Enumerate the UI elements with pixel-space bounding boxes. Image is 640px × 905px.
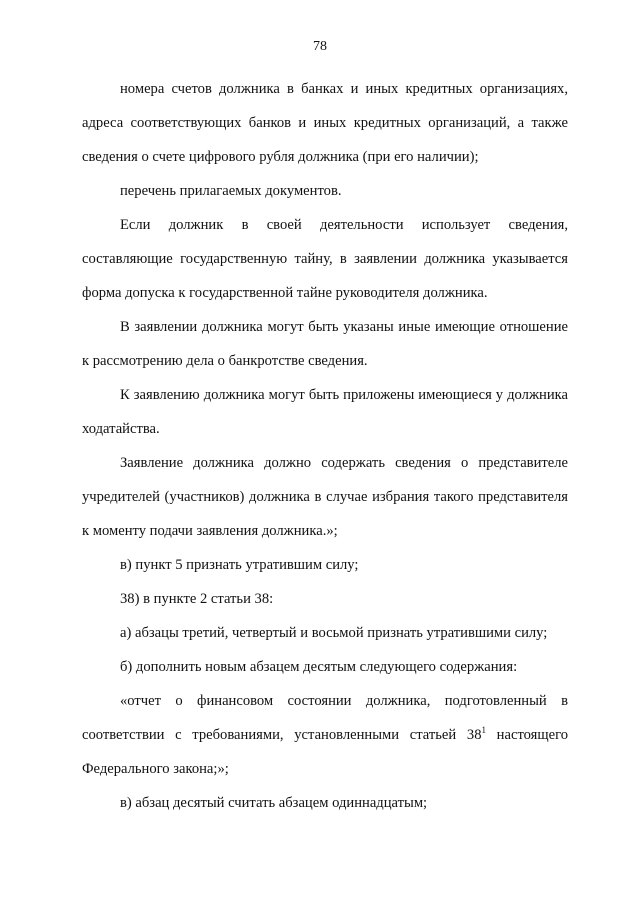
paragraph: номера счетов должника в банках и иных кредитных организациях, адреса соответствующих банков и иных кредитных организаций, а также сведения о счете цифрового рубля должника (при его наличии); [82, 81, 568, 165]
paragraph: В заявлении должника могут быть указаны иные имеющие отношение к рассмотрению дела о банкротстве сведения. [82, 319, 568, 369]
superscript: 1 [481, 725, 486, 735]
paragraph-text-before: «отчет о финансовом состоянии должника, подготовленный в соответствии с требованиями, установленными статьей 38 [82, 693, 568, 743]
paragraph: 38) в пункте 2 статьи 38: [120, 591, 274, 607]
paragraph: а) абзацы третий, четвертый и восьмой признать утратившими силу; [120, 625, 548, 641]
paragraph: Заявление должника должно содержать сведения о представителе учредителей (участников) должника в случае избрания такого представителя к моменту подачи заявления должника.»; [82, 455, 568, 539]
paragraph-with-superscript [82, 684, 568, 786]
document-body [82, 72, 568, 820]
paragraph: б) дополнить новым абзацем десятым следующего содержания: [120, 659, 518, 675]
page-number: 78 [313, 39, 327, 54]
paragraph: перечень прилагаемых документов. [120, 183, 342, 199]
paragraph-text-after: настоящего Федерального закона;»; [82, 727, 568, 777]
paragraph: в) абзац десятый считать абзацем одиннадцатым; [120, 795, 428, 811]
paragraph: в) пункт 5 признать утратившим силу; [120, 557, 359, 573]
paragraph: К заявлению должника могут быть приложены имеющиеся у должника ходатайства. [82, 387, 568, 437]
paragraph: Если должник в своей деятельности использует сведения, составляющие государственную тайну, в заявлении должника указывается форма допуска к государственной тайне руководителя должника. [82, 217, 568, 301]
